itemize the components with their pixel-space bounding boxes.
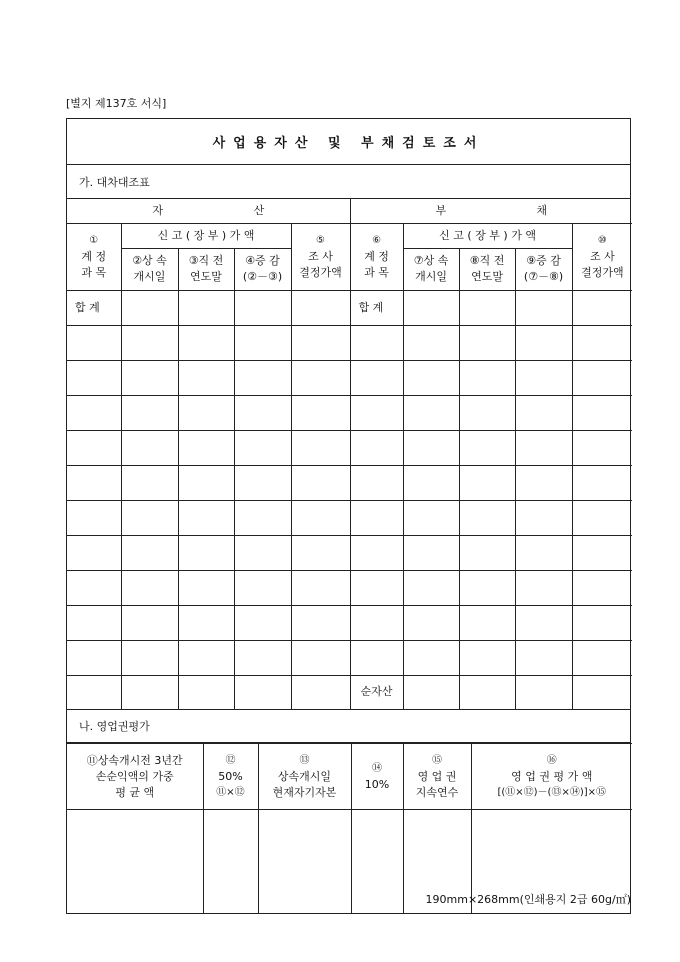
table-cell[interactable] — [350, 605, 403, 640]
assets-header: 자 산 — [67, 199, 350, 223]
table-cell[interactable] — [67, 465, 121, 500]
liability-reported-value-header: 신 고 ( 장 부 ) 가 액 — [403, 223, 572, 248]
table-cell[interactable] — [350, 465, 403, 500]
table-cell[interactable] — [178, 605, 234, 640]
table-cell[interactable] — [291, 360, 350, 395]
table-cell[interactable] — [234, 675, 291, 709]
table-cell[interactable] — [572, 535, 632, 570]
table-cell[interactable] — [234, 605, 291, 640]
liability-inheritance-date-header: ⑦상 속 개시일 — [403, 248, 459, 290]
table-cell[interactable] — [572, 500, 632, 535]
table-cell[interactable] — [572, 325, 632, 360]
goodwill-value-header: ⑯ 영 업 권 평 가 액 [(⑪×⑫)－(⑬×⑭)]×⑮ — [471, 744, 632, 810]
table-cell[interactable] — [403, 500, 459, 535]
table-cell[interactable] — [572, 395, 632, 430]
table-row — [67, 325, 632, 360]
table-cell[interactable] — [515, 430, 572, 465]
table-cell[interactable] — [121, 395, 178, 430]
table-cell[interactable] — [67, 570, 121, 605]
liability-total-label: 합 계 — [350, 290, 403, 325]
table-cell[interactable] — [121, 500, 178, 535]
table-cell[interactable] — [403, 535, 459, 570]
section-goodwill-title: 나. 영업권평가 — [67, 709, 630, 743]
table-cell[interactable] — [459, 640, 515, 675]
table-cell[interactable] — [291, 430, 350, 465]
table-cell[interactable] — [515, 395, 572, 430]
table-row — [67, 395, 632, 430]
table-cell[interactable] — [572, 605, 632, 640]
table-cell[interactable] — [67, 500, 121, 535]
table-cell[interactable] — [350, 395, 403, 430]
liability-prior-year-header: ⑧직 전 연도말 — [459, 248, 515, 290]
table-cell[interactable] — [403, 465, 459, 500]
table-cell[interactable] — [291, 675, 350, 709]
table-cell[interactable] — [121, 605, 178, 640]
table-cell[interactable] — [121, 675, 178, 709]
table-cell[interactable] — [572, 360, 632, 395]
review-form — [66, 118, 631, 914]
table-cell[interactable] — [515, 535, 572, 570]
table-cell[interactable] — [234, 360, 291, 395]
asset-prior-year-header: ③직 전 연도말 — [178, 248, 234, 290]
table-cell[interactable] — [258, 810, 351, 913]
table-cell[interactable] — [178, 290, 234, 325]
table-cell[interactable] — [67, 360, 121, 395]
form-number-label: [별지 제137호 서식] — [66, 97, 167, 110]
table-cell[interactable] — [121, 430, 178, 465]
net-assets-label: 순자산 — [350, 675, 403, 709]
asset-inheritance-date-header: ②상 속 개시일 — [121, 248, 178, 290]
table-cell[interactable] — [572, 640, 632, 675]
table-cell[interactable] — [572, 570, 632, 605]
goodwill-return-rate-header: ⑭ 10% — [351, 744, 403, 810]
goodwill-equity-header: ⑬ 상속개시일 현재자기자본 — [258, 744, 351, 810]
table-cell[interactable] — [459, 570, 515, 605]
table-row — [67, 465, 632, 500]
table-cell[interactable] — [572, 465, 632, 500]
table-cell[interactable] — [203, 810, 258, 913]
table-cell[interactable] — [121, 290, 178, 325]
table-cell[interactable] — [234, 290, 291, 325]
table-cell[interactable] — [234, 430, 291, 465]
table-cell[interactable] — [178, 640, 234, 675]
table-cell[interactable] — [178, 570, 234, 605]
table-cell[interactable] — [291, 500, 350, 535]
table-row — [67, 570, 632, 605]
table-cell[interactable] — [67, 605, 121, 640]
table-row — [67, 605, 632, 640]
asset-reported-value-header: 신 고 ( 장 부 ) 가 액 — [121, 223, 291, 248]
table-cell[interactable] — [178, 535, 234, 570]
table-cell[interactable] — [350, 640, 403, 675]
paper-size-note: 190mm×268mm(인쇄용지 2급 60g/㎡) — [425, 893, 631, 906]
table-cell[interactable] — [178, 430, 234, 465]
table-cell[interactable] — [67, 810, 203, 913]
table-cell[interactable] — [459, 465, 515, 500]
table-cell[interactable] — [515, 360, 572, 395]
table-cell[interactable] — [572, 675, 632, 709]
table-cell[interactable] — [459, 325, 515, 360]
section-balance-sheet-title: 가. 대차대조표 — [67, 165, 630, 199]
table-cell[interactable] — [459, 395, 515, 430]
table-row — [67, 360, 632, 395]
form-title: 사업용자산 및 부채검토조서 — [67, 119, 630, 165]
table-cell[interactable] — [515, 570, 572, 605]
table-cell[interactable] — [459, 605, 515, 640]
table-cell[interactable] — [121, 640, 178, 675]
table-cell[interactable] — [67, 675, 121, 709]
goodwill-table — [67, 743, 632, 913]
table-cell[interactable] — [121, 535, 178, 570]
table-cell[interactable] — [572, 430, 632, 465]
table-cell[interactable] — [350, 430, 403, 465]
table-cell[interactable] — [291, 535, 350, 570]
table-cell[interactable] — [515, 675, 572, 709]
asset-account-header: ① 계 정 과 목 — [67, 223, 121, 290]
net-assets-row — [67, 675, 632, 709]
balance-sheet-table — [67, 199, 632, 709]
table-cell[interactable] — [459, 360, 515, 395]
table-cell[interactable] — [121, 570, 178, 605]
table-cell[interactable] — [403, 640, 459, 675]
table-cell[interactable] — [572, 290, 632, 325]
table-cell[interactable] — [121, 360, 178, 395]
table-cell[interactable] — [403, 675, 459, 709]
table-cell[interactable] — [459, 675, 515, 709]
table-cell[interactable] — [234, 465, 291, 500]
table-cell[interactable] — [291, 605, 350, 640]
liability-decided-value-header: ⑩ 조 사 결정가액 — [572, 223, 632, 290]
table-cell[interactable] — [121, 325, 178, 360]
table-cell[interactable] — [67, 430, 121, 465]
liabilities-header: 부 채 — [350, 199, 632, 223]
table-cell[interactable] — [403, 290, 459, 325]
table-cell[interactable] — [178, 395, 234, 430]
asset-total-label: 합 계 — [67, 290, 121, 325]
table-row — [67, 640, 632, 675]
table-cell[interactable] — [515, 465, 572, 500]
liability-change-header: ⑨증 감 (⑦－⑧) — [515, 248, 572, 290]
table-cell[interactable] — [403, 605, 459, 640]
table-cell[interactable] — [234, 395, 291, 430]
table-cell[interactable] — [178, 465, 234, 500]
table-cell[interactable] — [403, 325, 459, 360]
table-cell[interactable] — [67, 535, 121, 570]
table-cell[interactable] — [291, 325, 350, 360]
table-cell[interactable] — [178, 500, 234, 535]
table-cell[interactable] — [234, 325, 291, 360]
table-row — [67, 500, 632, 535]
asset-decided-value-header: ⑤ 조 사 결정가액 — [291, 223, 350, 290]
table-cell[interactable] — [350, 360, 403, 395]
table-row — [67, 535, 632, 570]
table-cell[interactable] — [350, 570, 403, 605]
table-cell[interactable] — [291, 570, 350, 605]
table-cell[interactable] — [351, 810, 403, 913]
table-cell[interactable] — [178, 325, 234, 360]
table-cell[interactable] — [515, 605, 572, 640]
liability-account-header: ⑥ 계 정 과 목 — [350, 223, 403, 290]
table-cell[interactable] — [291, 395, 350, 430]
table-cell[interactable] — [459, 500, 515, 535]
table-cell[interactable] — [234, 500, 291, 535]
total-row — [67, 290, 632, 325]
table-cell[interactable] — [350, 500, 403, 535]
table-cell[interactable] — [515, 325, 572, 360]
table-cell[interactable] — [234, 570, 291, 605]
table-cell[interactable] — [67, 325, 121, 360]
table-cell[interactable] — [291, 465, 350, 500]
goodwill-rate-header: ⑫ 50% ⑪×⑫ — [203, 744, 258, 810]
table-row — [67, 430, 632, 465]
table-cell[interactable] — [403, 430, 459, 465]
goodwill-avg-profit-header: ⑪상속개시전 3년간 손순익액의 가중 평 균 액 — [67, 744, 203, 810]
table-cell[interactable] — [515, 640, 572, 675]
table-cell[interactable] — [459, 430, 515, 465]
table-cell[interactable] — [178, 675, 234, 709]
table-cell[interactable] — [291, 640, 350, 675]
table-cell[interactable] — [515, 500, 572, 535]
table-cell[interactable] — [350, 535, 403, 570]
table-cell[interactable] — [178, 360, 234, 395]
asset-change-header: ④증 감 (②－③) — [234, 248, 291, 290]
table-cell[interactable] — [459, 535, 515, 570]
table-cell[interactable] — [403, 360, 459, 395]
table-cell[interactable] — [350, 325, 403, 360]
table-cell[interactable] — [67, 640, 121, 675]
table-cell[interactable] — [234, 640, 291, 675]
table-cell[interactable] — [459, 290, 515, 325]
table-cell[interactable] — [234, 535, 291, 570]
table-cell[interactable] — [403, 570, 459, 605]
goodwill-duration-header: ⑮ 영 업 권 지속연수 — [403, 744, 471, 810]
table-cell[interactable] — [121, 465, 178, 500]
table-cell[interactable] — [67, 395, 121, 430]
table-cell[interactable] — [515, 290, 572, 325]
table-cell[interactable] — [291, 290, 350, 325]
table-cell[interactable] — [403, 395, 459, 430]
